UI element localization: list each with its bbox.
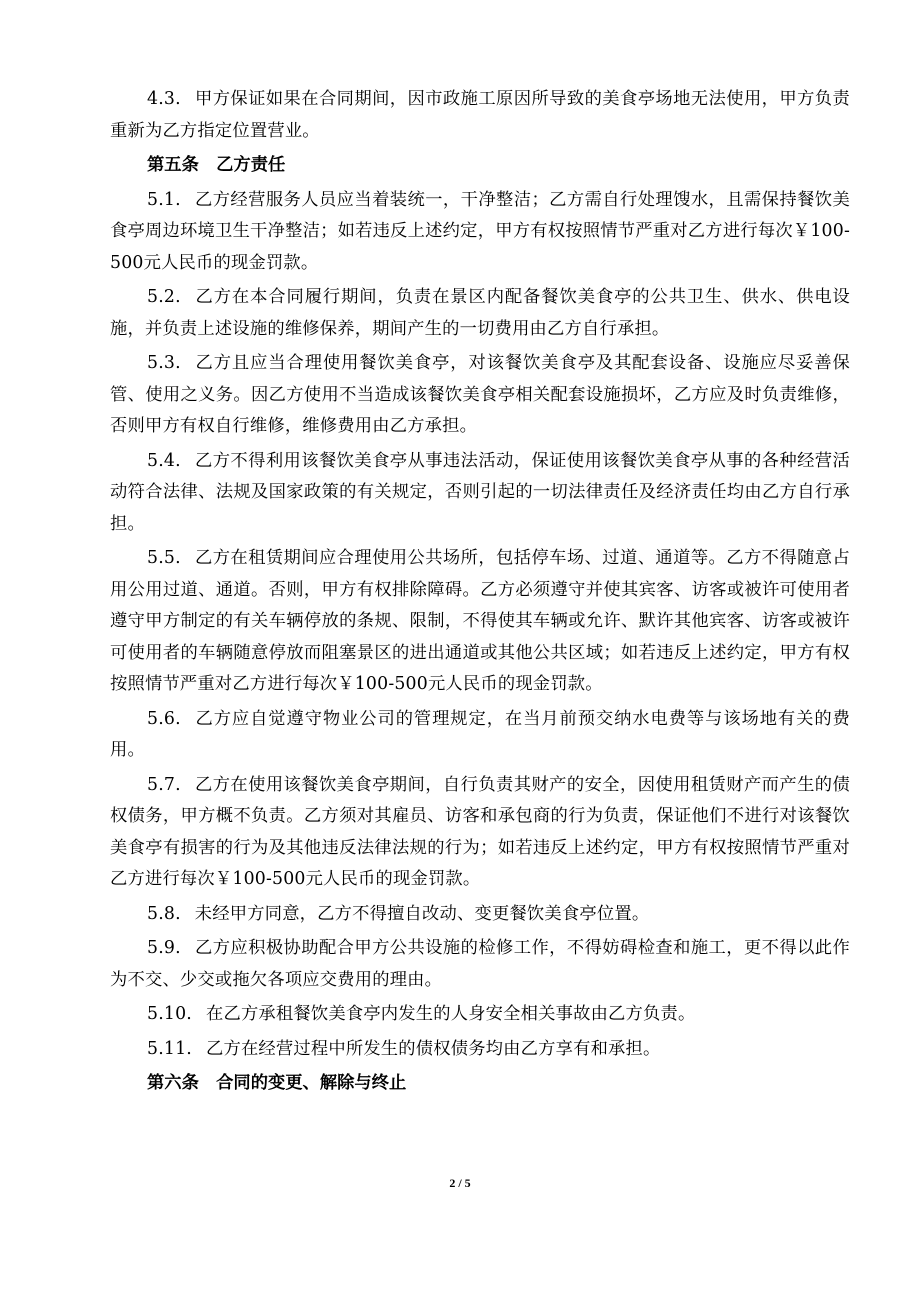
section-heading-5: 第五条 乙方责任: [147, 155, 286, 175]
clause-5-1: [110, 185, 850, 280]
clause-number: 5.8.: [147, 903, 181, 924]
clause-text: 乙方不得利用该餐饮美食亭从事违法活动，保证使用该餐饮美食亭从事的各种经营活动符合法律、法规及国家政策的有关规定，否则引起的一切法律责任及经济责任均由乙方自行承担。: [110, 450, 850, 534]
clause-text: 乙方应自觉遵守物业公司的管理规定，在当月前预交纳水电费等与该场地有关的费用。: [110, 708, 850, 760]
document-page: [110, 84, 850, 1103]
clause-number: 5.5.: [147, 548, 181, 568]
clause-number: 5.1.: [147, 189, 181, 210]
clause-text: 甲方保证如果在合同期间，因市政施工原因所导致的美食亭场地无法使用，甲方负责重新为乙方指定位置营业。: [110, 89, 850, 141]
section-heading-6: 第六条 合同的变更、解除与终止: [147, 1073, 407, 1093]
clause-number: 5.9.: [147, 938, 181, 958]
clause-text: 乙方在租赁期间应合理使用公共场所，包括停车场、过道、通道等。乙方不得随意占用公用过道、通道。否则，甲方有权排除障碍。乙方必须遵守并使其宾客、访客或被许可使用者遵守甲方制定的有关车辆停放的条规、限制，不得使其车辆或允许、默许其他宾客、访客或被许可使用者的车辆随意停放而阻塞景区的进出通道或其他公共区域；如若违反上述约定，甲方有权按照情节严重对乙方进行每次￥100-500元人民币的现金罚款。: [110, 548, 850, 694]
clause-text: 未经甲方同意，乙方不得擅自改动、变更餐饮美食亭位置。: [194, 903, 650, 924]
clause-text: 乙方且应当合理使用餐饮美食亭，对该餐饮美食亭及其配套设备、设施应尽妥善保管、使用之义务。因乙方使用不当造成该餐饮美食亭相关配套设施损坏，乙方应及时负责维修，否则甲方有权自行维修，维修费用由乙方承担。: [110, 353, 850, 436]
clause-text: 在乙方承租餐饮美食亭内发生的人身安全相关事故由乙方负责。: [205, 1004, 696, 1024]
clause-5-10: [110, 999, 850, 1031]
clause-text: 乙方在经营过程中所发生的债权债务均由乙方享有和承担。: [205, 1038, 661, 1059]
clause-5-8: [110, 899, 850, 931]
clause-number: 4.3.: [147, 89, 181, 109]
clause-text: 乙方应积极协助配合甲方公共设施的检修工作，不得妨碍检查和施工，更不得以此作为不交、少交或拖欠各项应交费用的理由。: [110, 938, 850, 990]
clause-text: 乙方经营服务人员应当着装统一，干净整洁；乙方需自行处理馊水，且需保持餐饮美食亭周边环境卫生干净整洁；如若违反上述约定，甲方有权按照情节严重对乙方进行每次￥100-500元人民币的现金罚款。: [110, 189, 850, 273]
clause-4-3: [110, 84, 850, 147]
page-number: 2 / 5: [449, 1176, 471, 1190]
clause-5-5: [110, 543, 850, 701]
clause-5-6: [110, 704, 850, 767]
clause-number: 5.7.: [147, 774, 181, 795]
clause-5-11: [110, 1034, 850, 1066]
clause-number: 5.4.: [147, 450, 181, 471]
clause-number: 5.10.: [147, 1004, 192, 1024]
clause-number: 5.2.: [147, 287, 181, 307]
clause-5-9: [110, 933, 850, 996]
clause-5-4: [110, 446, 850, 541]
clause-5-2: [110, 282, 850, 345]
clause-5-3: [110, 348, 850, 443]
clause-number: 5.3.: [147, 353, 181, 373]
clause-number: 5.11.: [147, 1038, 192, 1059]
clause-text: 乙方在使用该餐饮美食亭期间，自行负责其财产的安全，因使用租赁财产而产生的债权债务，甲方概不负责。乙方须对其雇员、访客和承包商的行为负责，保证他们不进行对该餐饮美食亭有损害的行为及其他违反法律法规的行为；如若违反上述约定，甲方有权按照情节严重对乙方进行每次￥100-500元人民币的现金罚款。: [110, 774, 850, 889]
clause-number: 5.6.: [147, 708, 181, 729]
clause-5-7: [110, 770, 850, 896]
clause-text: 乙方在本合同履行期间，负责在景区内配备餐饮美食亭的公共卫生、供水、供电设施，并负责上述设施的维修保养，期间产生的一切费用由乙方自行承担。: [110, 287, 850, 339]
